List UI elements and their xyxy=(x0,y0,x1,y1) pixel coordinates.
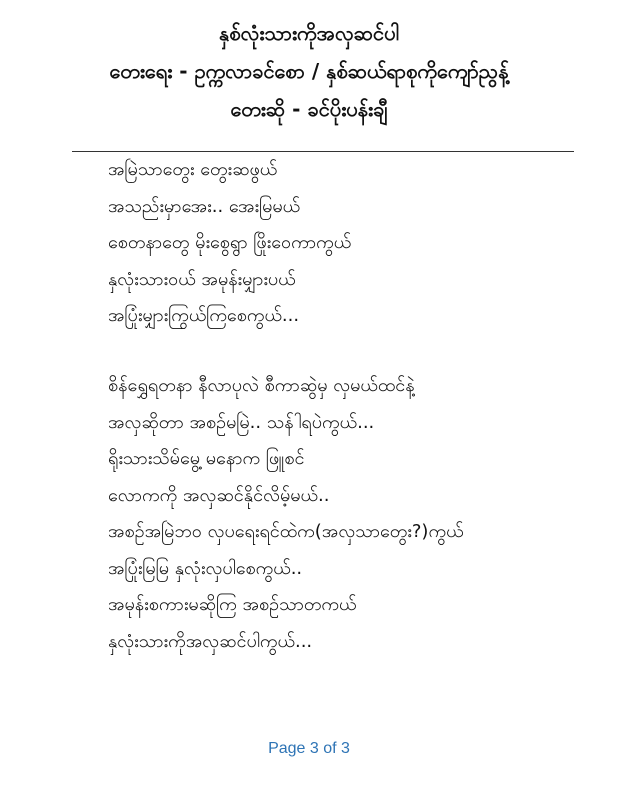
song-credits: တေးရေး - ဥက္ကလာခင်စော / နှစ်ဆယ်ရာစုကိုကျော်ညွန့် xyxy=(109,59,509,83)
lyric-line: အပြုံးမြမြ နှလုံးလှပါစေကွယ်.. xyxy=(108,557,303,579)
lyric-line: အသည်းမှာအေး.. အေးမြမယ် xyxy=(108,195,301,217)
lyric-line: အစဉ်အမြဲဘဝ လှပရေးရင်ထဲက(အလှသာတွေး?)ကွယ် xyxy=(108,521,464,542)
lyric-line: နှလုံးသားဝယ် အမုန်းမျှားပယ် xyxy=(108,268,296,290)
song-singer: တေးဆို - ခင်ပိုးပန်းချီ xyxy=(230,97,388,121)
lyric-line: စိန်ရွှေရတနာ နီလာပုလဲ စီကာဆွဲမှ လှမယ်ထင်နဲ့ xyxy=(108,375,415,396)
lyric-line: လောကကို အလှဆင်နိုင်လိမ့်မယ်.. xyxy=(108,484,330,506)
document-header xyxy=(0,14,618,128)
lyric-line: နှလုံးသားကိုအလှဆင်ပါကွယ်... xyxy=(108,630,313,652)
lyric-line: အမြဲသာတွေး တွေးဆဖွယ် xyxy=(108,159,278,180)
lyric-line: ရိုးသားသိမ်မွေ့ မနောက ဖြူစင် xyxy=(108,448,305,469)
lyrics-stanza-2 xyxy=(108,368,578,660)
lyric-line: စေတနာတွေ မိုးစွေရွာ ဖြိုးဝေကာကွယ် xyxy=(108,232,352,253)
lyric-line: အမုန်းစကားမဆိုကြ အစဉ်သာတကယ် xyxy=(108,594,357,615)
lyric-line: အလှဆိုတာ အစဉ်မမြဲ.. သန်ါရပဲကွယ်... xyxy=(108,411,375,433)
lyrics-stanza-1 xyxy=(108,152,578,335)
lyric-line: အပြုံးမျှားကြွယ်ကြစေကွယ်... xyxy=(108,305,300,326)
song-title: နှစ်လုံးသားကိုအလှဆင်ပါ xyxy=(218,21,400,45)
page-number: Page 3 of 3 xyxy=(268,740,350,757)
